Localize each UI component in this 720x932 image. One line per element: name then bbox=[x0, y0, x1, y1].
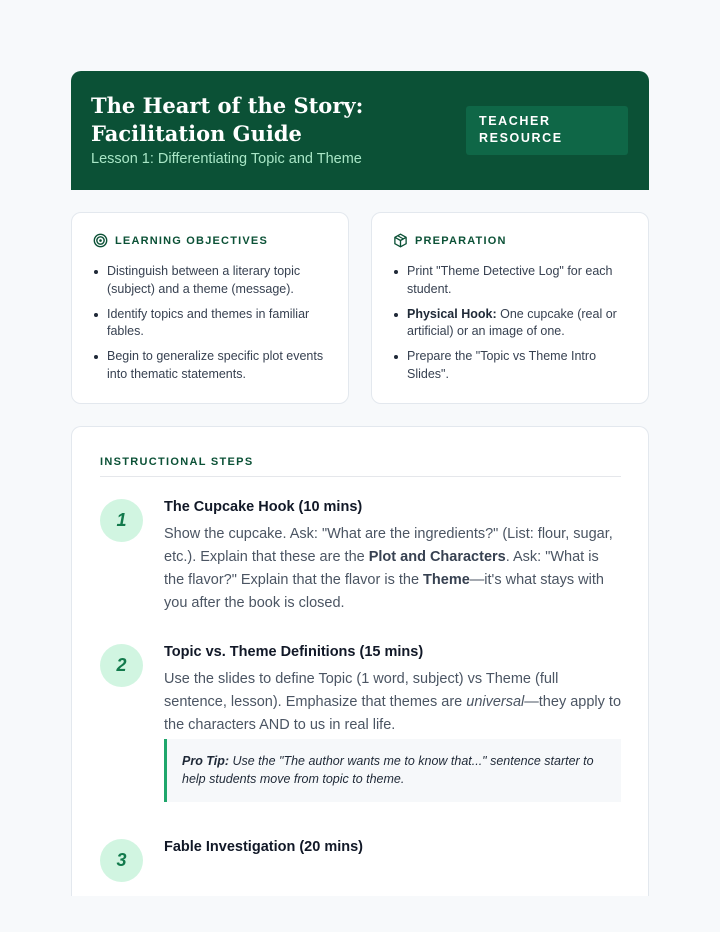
page-title: The Heart of the Story: Facilitation Guide bbox=[91, 93, 364, 146]
learning-objectives-card bbox=[71, 212, 349, 404]
pro-tip-text: Use the "The author wants me to know that..." sentence starter to help students move from topic to theme. bbox=[182, 754, 594, 786]
list-item: Print "Theme Detective Log" for each student. bbox=[407, 263, 632, 298]
box-icon bbox=[393, 233, 408, 248]
teacher-resource-badge: TEACHER RESOURCE bbox=[466, 106, 628, 155]
list-item bbox=[407, 306, 632, 341]
objectives-list bbox=[107, 263, 332, 391]
step-text: . Ask: "What is the flavor?" Explain that the flavor is the bbox=[164, 549, 599, 588]
step-text: Use the slides to define Topic (1 word, subject) vs Theme (full sentence, lesson). Emphasize that themes are bbox=[164, 671, 559, 710]
list-item: Distinguish between a literary topic (subject) and a theme (message). bbox=[107, 263, 332, 298]
step-emphasis: Plot and Characters bbox=[368, 549, 506, 565]
physical-hook-label: Physical Hook: bbox=[407, 306, 497, 321]
step-text: —they apply to the characters AND to us in real life. bbox=[164, 694, 622, 733]
divider bbox=[100, 476, 621, 477]
guide-header bbox=[71, 71, 649, 190]
step-number: 3 bbox=[100, 839, 143, 882]
objectives-label: LEARNING OBJECTIVES bbox=[115, 234, 268, 247]
instructional-steps-card bbox=[71, 426, 649, 896]
step-emphasis: universal bbox=[466, 694, 525, 710]
step-body bbox=[164, 668, 621, 737]
preparation-label: PREPARATION bbox=[415, 234, 507, 247]
step-title: The Cupcake Hook (10 mins) bbox=[164, 499, 363, 515]
preparation-list bbox=[407, 263, 632, 391]
list-item: Identify topics and themes in familiar fables. bbox=[107, 306, 332, 341]
step-number: 1 bbox=[100, 499, 143, 542]
step-title: Topic vs. Theme Definitions (15 mins) bbox=[164, 644, 424, 660]
list-item: Prepare the "Topic vs Theme Intro Slides". bbox=[407, 348, 632, 383]
step-text: —it's what stays with you after the book is closed. bbox=[164, 572, 604, 611]
target-icon bbox=[93, 233, 108, 248]
pro-tip-label: Pro Tip: bbox=[182, 754, 229, 768]
preparation-card bbox=[371, 212, 649, 404]
steps-heading: INSTRUCTIONAL STEPS bbox=[100, 456, 254, 468]
preparation-heading bbox=[393, 233, 507, 248]
step-body bbox=[164, 523, 621, 615]
step-title: Fable Investigation (20 mins) bbox=[164, 839, 364, 855]
objectives-heading bbox=[93, 233, 268, 248]
physical-hook-text: One cupcake (real or artificial) or an image of one. bbox=[407, 306, 617, 338]
step-emphasis: Theme bbox=[423, 572, 470, 588]
list-item: Begin to generalize specific plot events into thematic statements. bbox=[107, 348, 332, 383]
step-number: 2 bbox=[100, 644, 143, 687]
pro-tip-callout bbox=[164, 739, 621, 802]
page-subtitle: Lesson 1: Differentiating Topic and Theme bbox=[91, 151, 362, 167]
step-text: Show the cupcake. Ask: "What are the ingredients?" (List: flour, sugar, etc.). Explain that these are the bbox=[164, 526, 613, 565]
